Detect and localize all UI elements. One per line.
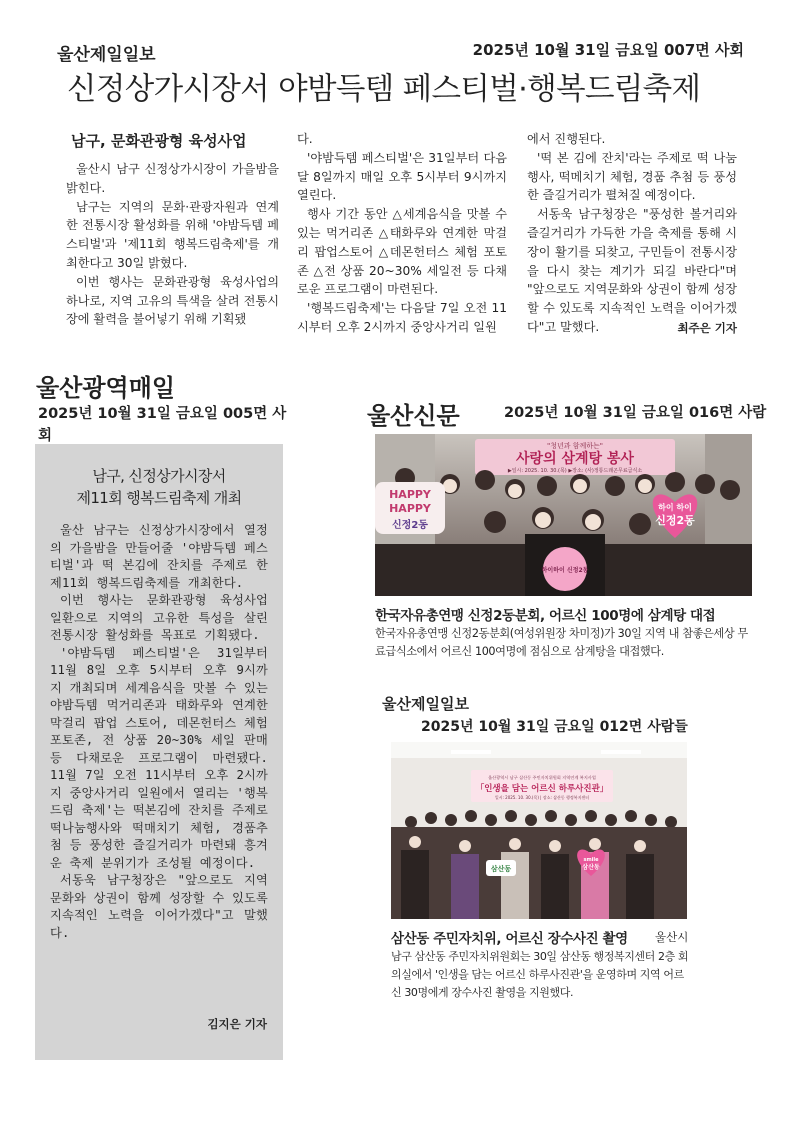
article1-subhead: 남구, 문화관광형 육성사업	[71, 132, 247, 150]
article1-paper: 울산제일일보	[57, 45, 156, 65]
article2-dateline-2: 회	[38, 428, 53, 444]
article2-headline-line-1: 남구, 신정상가시장서	[92, 467, 226, 485]
banner-title: 사랑의 삼계탕 봉사	[516, 451, 634, 467]
article4-caption-title: 삼산동 주민자치위, 어르신 장수사진 촬영	[391, 931, 628, 947]
article1-byline: 최주은 기자	[677, 320, 737, 335]
svg-text:smile: smile	[583, 857, 599, 863]
banner-title: 「인생을 담는 어르신 하루사진관」	[475, 784, 609, 794]
svg-text:하이 하이: 하이 하이	[658, 503, 692, 512]
article4-caption-body: 남구 삼산동 주민자치위원회는 30일 삼산동 행정복지센터 2층 회의실에서 '인생을 담는 어르신 하루사진관'을 운영하며 지역 어르신 30명에게 장수사진 촬영을 지원했다.	[391, 950, 689, 999]
article3-paper: 울산신문	[367, 402, 460, 430]
article3-dateline: 2025년 10월 31일 금요일 016면 사람	[504, 405, 767, 421]
article1-column-2	[297, 130, 507, 337]
paragraph: 서동욱 남구청장은 "앞으로도 지역문화와 상권이 함께 성장할 수 있도록 지속적인 노력을 이어가겠다"고 말했다.	[50, 873, 268, 940]
paragraph: 울산시 남구 신정상가시장이 가을밤을 밝힌다.	[66, 162, 279, 195]
article3-caption-title: 한국자유총연맹 신정2동분회, 어르신 100명에 삼계탕 대접	[375, 608, 716, 624]
paragraph: 이번 행사는 문화관광형 육성사업 일환으로 지역의 고유한 특성을 살린 전통시장 활성화를 목표로 기획됐다.	[50, 593, 268, 642]
group-photo-illustration	[375, 434, 752, 596]
article2-dateline-1: 2025년 10월 31일 금요일 005면 사	[38, 406, 287, 422]
paragraph: 다.	[297, 132, 313, 146]
article2-byline: 김지은 기자	[207, 1017, 267, 1031]
paragraph: 서동욱 남구청장은 "풍성한 볼거리와 즐길거리가 가득한 가을 축제를 통해 시장이 활기를 되찾고, 구민들이 전통시장을 다시 찾는 계기가 되길 바란다"며 "앞으로도 지역문화와 상권이 함께 성장할 수 있도록 지속적인 노력을 이어가겠다"고 말했다.	[527, 207, 737, 334]
article4-paper: 울산제일일보	[382, 695, 469, 713]
svg-text:삼산동: 삼산동	[582, 864, 600, 871]
article2-paper: 울산광역매일	[36, 374, 176, 402]
article1-column-3	[527, 130, 737, 338]
banner-info: 일시: 2025. 10. 30.(목) | 장소: 삼산동 행정복지센터	[494, 795, 590, 800]
svg-text:HAPPY: HAPPY	[389, 488, 431, 501]
article2-body	[50, 522, 268, 942]
article1-column-1	[66, 160, 279, 329]
paragraph: 에서 진행된다.	[527, 132, 606, 146]
article2-box	[35, 444, 283, 1060]
article2-headline	[35, 465, 283, 509]
article3-caption-body: 한국자유총연맹 신정2동분회(여성위원장 차미정)가 30일 지역 내 참좋은세상 무료급식소에서 어르신 100여명에 점심으로 삼계탕을 대접했다.	[375, 627, 748, 658]
article1-headline: 신정상가시장서 야밤득템 페스티벌·행복드림축제	[67, 72, 701, 107]
paragraph: '야밤득템 페스티벌'은 31일부터 11월 8일 오후 5시부터 오후 9시까지 개최되며 세계음식을 맛볼 수 있는 야밤득템 먹거리존과 태화루와 연계한 막걸리 팝업 스토어, 데몬헌터스 체험 포토존, 전 상품 20~30% 세일 판매 등 다채로운 프로그램이 마련됐다. 11월 7일 오전 11시부터 오후 2시까지 중앙사거리 일원에서 열리는 '행복드림 축제'는 떡본김에 잔치를 주제로 떡나눔행사와 떡매치기 체험, 경품추첨 등 풍성한 즐길거리가 마련돼 흥겨운 축제 분위기가 조성될 예정이다.	[50, 645, 268, 870]
svg-text:삼산동: 삼산동	[490, 865, 512, 873]
article2-headline-line-2: 제11회 행복드림축제 개최	[76, 489, 242, 507]
paragraph: 이번 행사는 문화관광형 육성사업의 하나로, 지역 고유의 특색을 살려 전통시장에 활력을 불어넣기 위해 기획됐	[66, 274, 279, 327]
svg-text:HAPPY: HAPPY	[389, 502, 431, 515]
paragraph: '떡 본 김에 잔치'라는 주제로 떡 나눔행사, 떡메치기 체험, 경품 추첨 등 풍성한 즐길거리가 펼쳐질 예정이다.	[527, 150, 737, 203]
banner-info: ▶일시: 2025. 10. 30.(목) ▶장소: (사)정통드래곤무료급식소	[507, 468, 643, 474]
paragraph: 울산 남구는 신정상가시장에서 열정의 가을밤을 만들어줄 '야밤득템 페스티벌'과 떡 본김에 잔치를 주제로 한 제11회 행복드림축제를 개최한다.	[50, 523, 268, 590]
article4-caption-region: 울산시	[655, 930, 689, 944]
article1-dateline: 2025년 10월 31일 금요일 007면 사회	[472, 41, 744, 59]
article4-dateline: 2025년 10월 31일 금요일 012면 사람들	[421, 719, 688, 735]
article3-photo	[375, 434, 752, 596]
paragraph: 남구는 지역의 문화·관광자원과 연계한 전통시장 활성화를 위해 '야밤득템 페스티벌'과 '제11회 행복드림축제'를 개최한다고 30일 밝혔다.	[66, 199, 279, 270]
paragraph: '행복드림축제'는 다음달 7일 오전 11시부터 오후 2시까지 중앙사거리 일원	[297, 301, 507, 334]
article4-photo	[391, 742, 687, 919]
banner-small-text: "청년과 함께하는"	[547, 442, 603, 450]
svg-text:하이하이 신정2동: 하이하이 신정2동	[541, 567, 589, 574]
group-photo-illustration	[391, 742, 687, 919]
svg-text:신정2동: 신정2동	[655, 514, 695, 527]
banner-small-text: 울산광역시 남구 삼산동 주민자치위원회 지역연계 복지사업	[488, 775, 596, 780]
paragraph: 행사 기간 동안 △세계음식을 맛볼 수 있는 먹거리존 △태화루와 연계한 막걸리 팝업스토어 △데몬헌터스 체험 포토존 △전 상품 20~30% 세일전 등 다채로운 프로그램이 마련된다.	[297, 207, 507, 297]
svg-text:신정2동: 신정2동	[392, 520, 428, 531]
paragraph: '야밤득템 페스티벌'은 31일부터 다음달 8일까지 매일 오후 5시부터 9시까지 열린다.	[297, 150, 507, 203]
